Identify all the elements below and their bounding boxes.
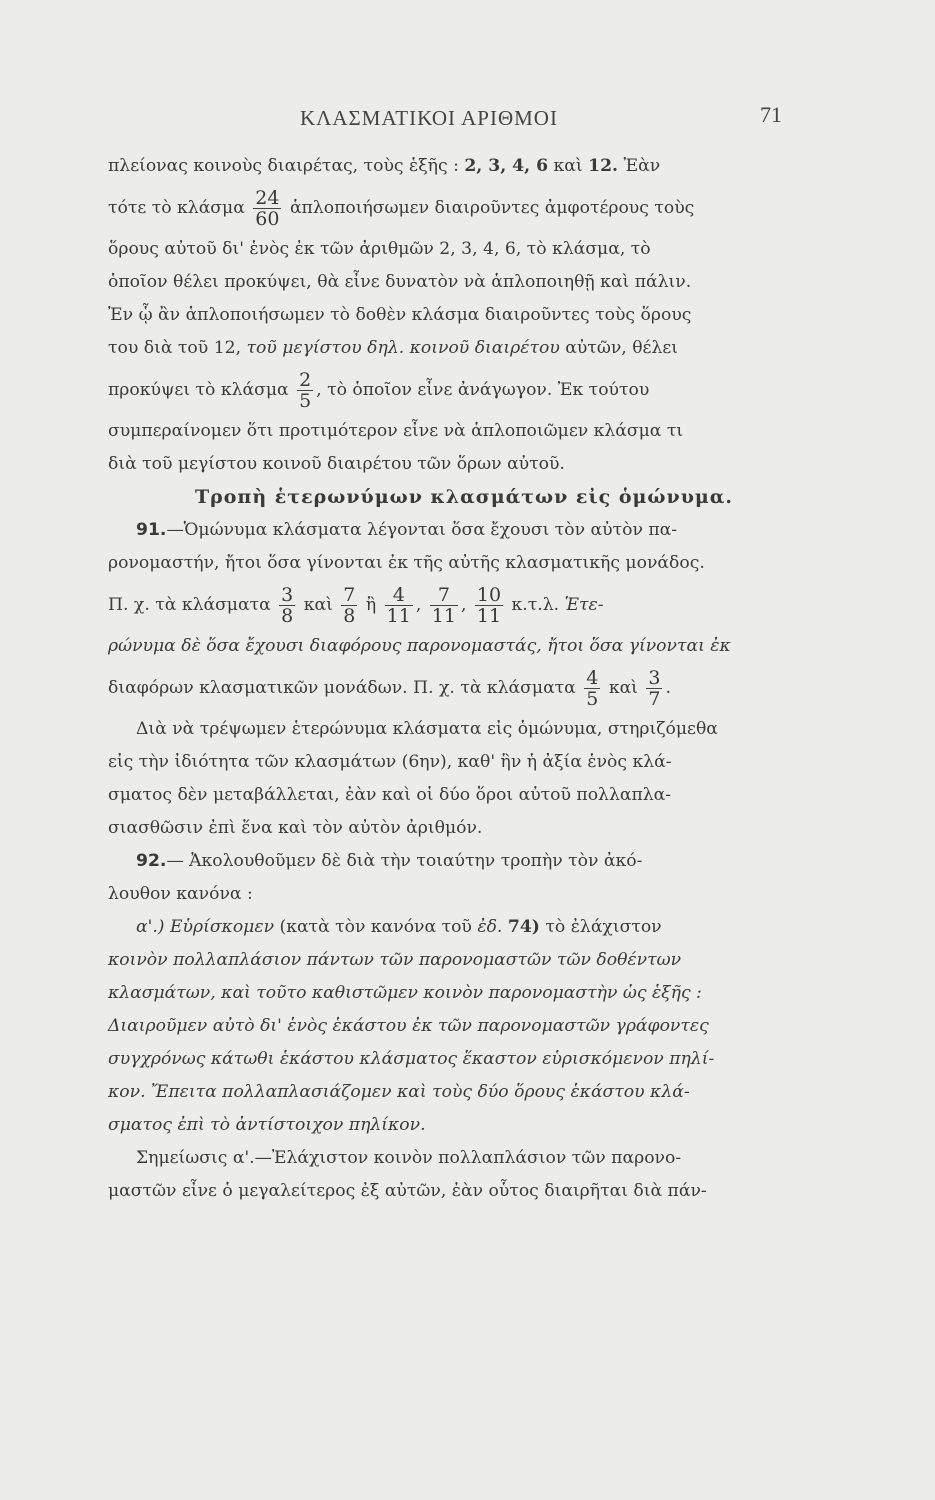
sec91-line6: Διὰ νὰ τρέψωμεν ἑτερώνυμα κλάσματα εἰς ὁμώνυμα, στηριζόμεθα <box>136 719 718 739</box>
rule-a-line3: κλασμάτων, καὶ τοῦτο καθιστῶμεν κοινὸν παρονομαστὴν ὡς ἑξῆς : <box>108 983 702 1003</box>
para1-line9: διὰ τοῦ μεγίστου κοινοῦ διαιρέτου τῶν ὅρων αὐτοῦ. <box>108 454 565 474</box>
note-line1: Σημείωσις α'.—Ἐλάχιστον κοινὸν πολλαπλάσιον τῶν παρονο- <box>136 1148 682 1168</box>
sec91-line3: Π. χ. τὰ κλάσματα $\frac{3}{8}$ καὶ $\frac{7}{8}$ ἢ $\frac{4}{11}$ , $\frac{7}{11}$ , $\frac{10}{11}$ κ.τ.λ. Ἑτε- <box>108 584 604 627</box>
page-number: 71 <box>760 102 782 127</box>
para1-line3: ὅρους αὐτοῦ δι' ἑνὸς ἐκ τῶν ἀριθμῶν 2, 3, 4, 6, τὸ κλάσμα, τὸ <box>108 239 651 259</box>
rule-a-line1: α'.) Εὑρίσκομεν (κατὰ τὸν κανόνα τοῦ ἐδ. 74) τὸ ἐλάχιστον <box>136 917 662 937</box>
sec91-line7: εἰς τὴν ἰδιότητα τῶν κλασμάτων (6ην), καθ' ἣν ἡ ἀξία ἑνὸς κλά- <box>108 752 672 772</box>
rule-a-line5: συγχρόνως κάτωθι ἑκάστου κλάσματος ἕκαστον εὑρισκόμενον πηλί- <box>108 1049 715 1069</box>
sec91-line9: σιασθῶσιν ἐπὶ ἕνα καὶ τὸν αὐτὸν ἀριθμόν. <box>108 818 483 838</box>
para1-line5: Ἐν ᾧ ἂν ἁπλοποιήσωμεν τὸ δοθὲν κλάσμα διαιροῦντες τοὺς ὅρους <box>108 305 692 325</box>
sec92-line1: 92.— Ἀκολουθοῦμεν δὲ διὰ τὴν τοιαύτην τροπὴν τὸν ἀκό- <box>136 851 643 871</box>
sec91-line1: 91.—Ὁμώνυμα κλάσματα λέγονται ὅσα ἔχουσι τὸν αὐτὸν πα- <box>136 520 678 540</box>
fraction-3-7: $\frac{3}{7}$ <box>648 667 661 710</box>
para1-line6: του διὰ τοῦ 12, τοῦ μεγίστου δηλ. κοινοῦ διαιρέτου αὐτῶν, θέλει <box>108 338 678 358</box>
fraction-24-60: $\frac{24}{60}$ <box>255 187 280 230</box>
rule-a-line6: κον. Ἔπειτα πολλαπλασιάζομεν καὶ τοὺς δύο ὅρους ἑκάστου κλά- <box>108 1082 690 1102</box>
fraction-7-8: $\frac{7}{8}$ <box>343 584 356 627</box>
section-number-91: 91. <box>136 520 167 540</box>
note-label: Σημείωσις α'. <box>136 1148 255 1168</box>
para1-line1: πλείονας κοινοὺς διαιρέτας, τοὺς ἑξῆς : 2, 3, 4, 6 καὶ 12. Ἐὰν <box>108 156 661 176</box>
fraction-4-11: $\frac{4}{11}$ <box>386 584 411 627</box>
sec91-line5: διαφόρων κλασματικῶν μονάδων. Π. χ. τὰ κλάσματα $\frac{4}{5}$ καὶ $\frac{3}{7}$ . <box>108 667 671 710</box>
page-header <box>0 100 935 140</box>
sec92-line2: λουθον κανόνα : <box>108 884 253 904</box>
rule-a-line2: κοινὸν πολλαπλάσιον πάντων τῶν παρονομαστῶν τῶν δοθέντων <box>108 950 682 970</box>
para1-line7: προκύψει τὸ κλάσμα $\frac{2}{5}$ , τὸ ὁποῖον εἶνε ἀνάγωγον. Ἐκ τούτου <box>108 369 650 412</box>
rule-a-line7: σματος ἐπὶ τὸ ἀντίστοιχον πηλίκον. <box>108 1115 426 1135</box>
fraction-2-5: $\frac{2}{5}$ <box>299 369 312 412</box>
section-number-92: 92. <box>136 851 167 871</box>
body-text <box>108 150 820 1208</box>
para1-line2: τότε τὸ κλάσμα $\frac{24}{60}$ ἁπλοποιήσωμεν διαιροῦντες ἀμφοτέρους τοὺς <box>108 187 695 230</box>
sec91-line8: σματος δὲν μεταβάλλεται, ἐὰν καὶ οἱ δύο ὅροι αὐτοῦ πολλαπλα- <box>108 785 672 805</box>
fraction-3-8: $\frac{3}{8}$ <box>281 584 294 627</box>
para1-line8: συμπεραίνομεν ὅτι προτιμότερον εἶνε νὰ ἁπλοποιῶμεν κλάσμα τι <box>108 421 684 441</box>
section-heading: Τροπὴ ἑτερωνύμων κλασμάτων εἰς ὁμώνυμα. <box>194 486 734 508</box>
fraction-7-11: $\frac{7}{11}$ <box>431 584 456 627</box>
sec91-line2: ρονομαστήν, ἤτοι ὅσα γίνονται ἐκ τῆς αὐτῆς κλασματικῆς μονάδος. <box>108 553 705 573</box>
fraction-4-5: $\frac{4}{5}$ <box>586 667 599 710</box>
rule-a-line4: Διαιροῦμεν αὐτὸ δι' ἑνὸς ἑκάστου ἐκ τῶν παρονομαστῶν γράφοντες <box>108 1016 709 1036</box>
note-line2: μαστῶν εἶνε ὁ μεγαλείτερος ἐξ αὐτῶν, ἐὰν οὗτος διαιρῆται διὰ πάν- <box>108 1181 707 1201</box>
para1-line4: ὁποῖον θέλει προκύψει, θὰ εἶνε δυνατὸν νὰ ἁπλοποιηθῇ καὶ πάλιν. <box>108 272 692 292</box>
fraction-10-11: $\frac{10}{11}$ <box>476 584 502 627</box>
sec91-line4: ρώνυμα δὲ ὅσα ἔχουσι διαφόρους παρονομαστάς, ἤτοι ὅσα γίνονται ἐκ <box>108 636 731 656</box>
running-title: ΚΛΑΣΜΑΤΙΚΟΙ ΑΡΙΘΜΟΙ <box>300 106 558 130</box>
